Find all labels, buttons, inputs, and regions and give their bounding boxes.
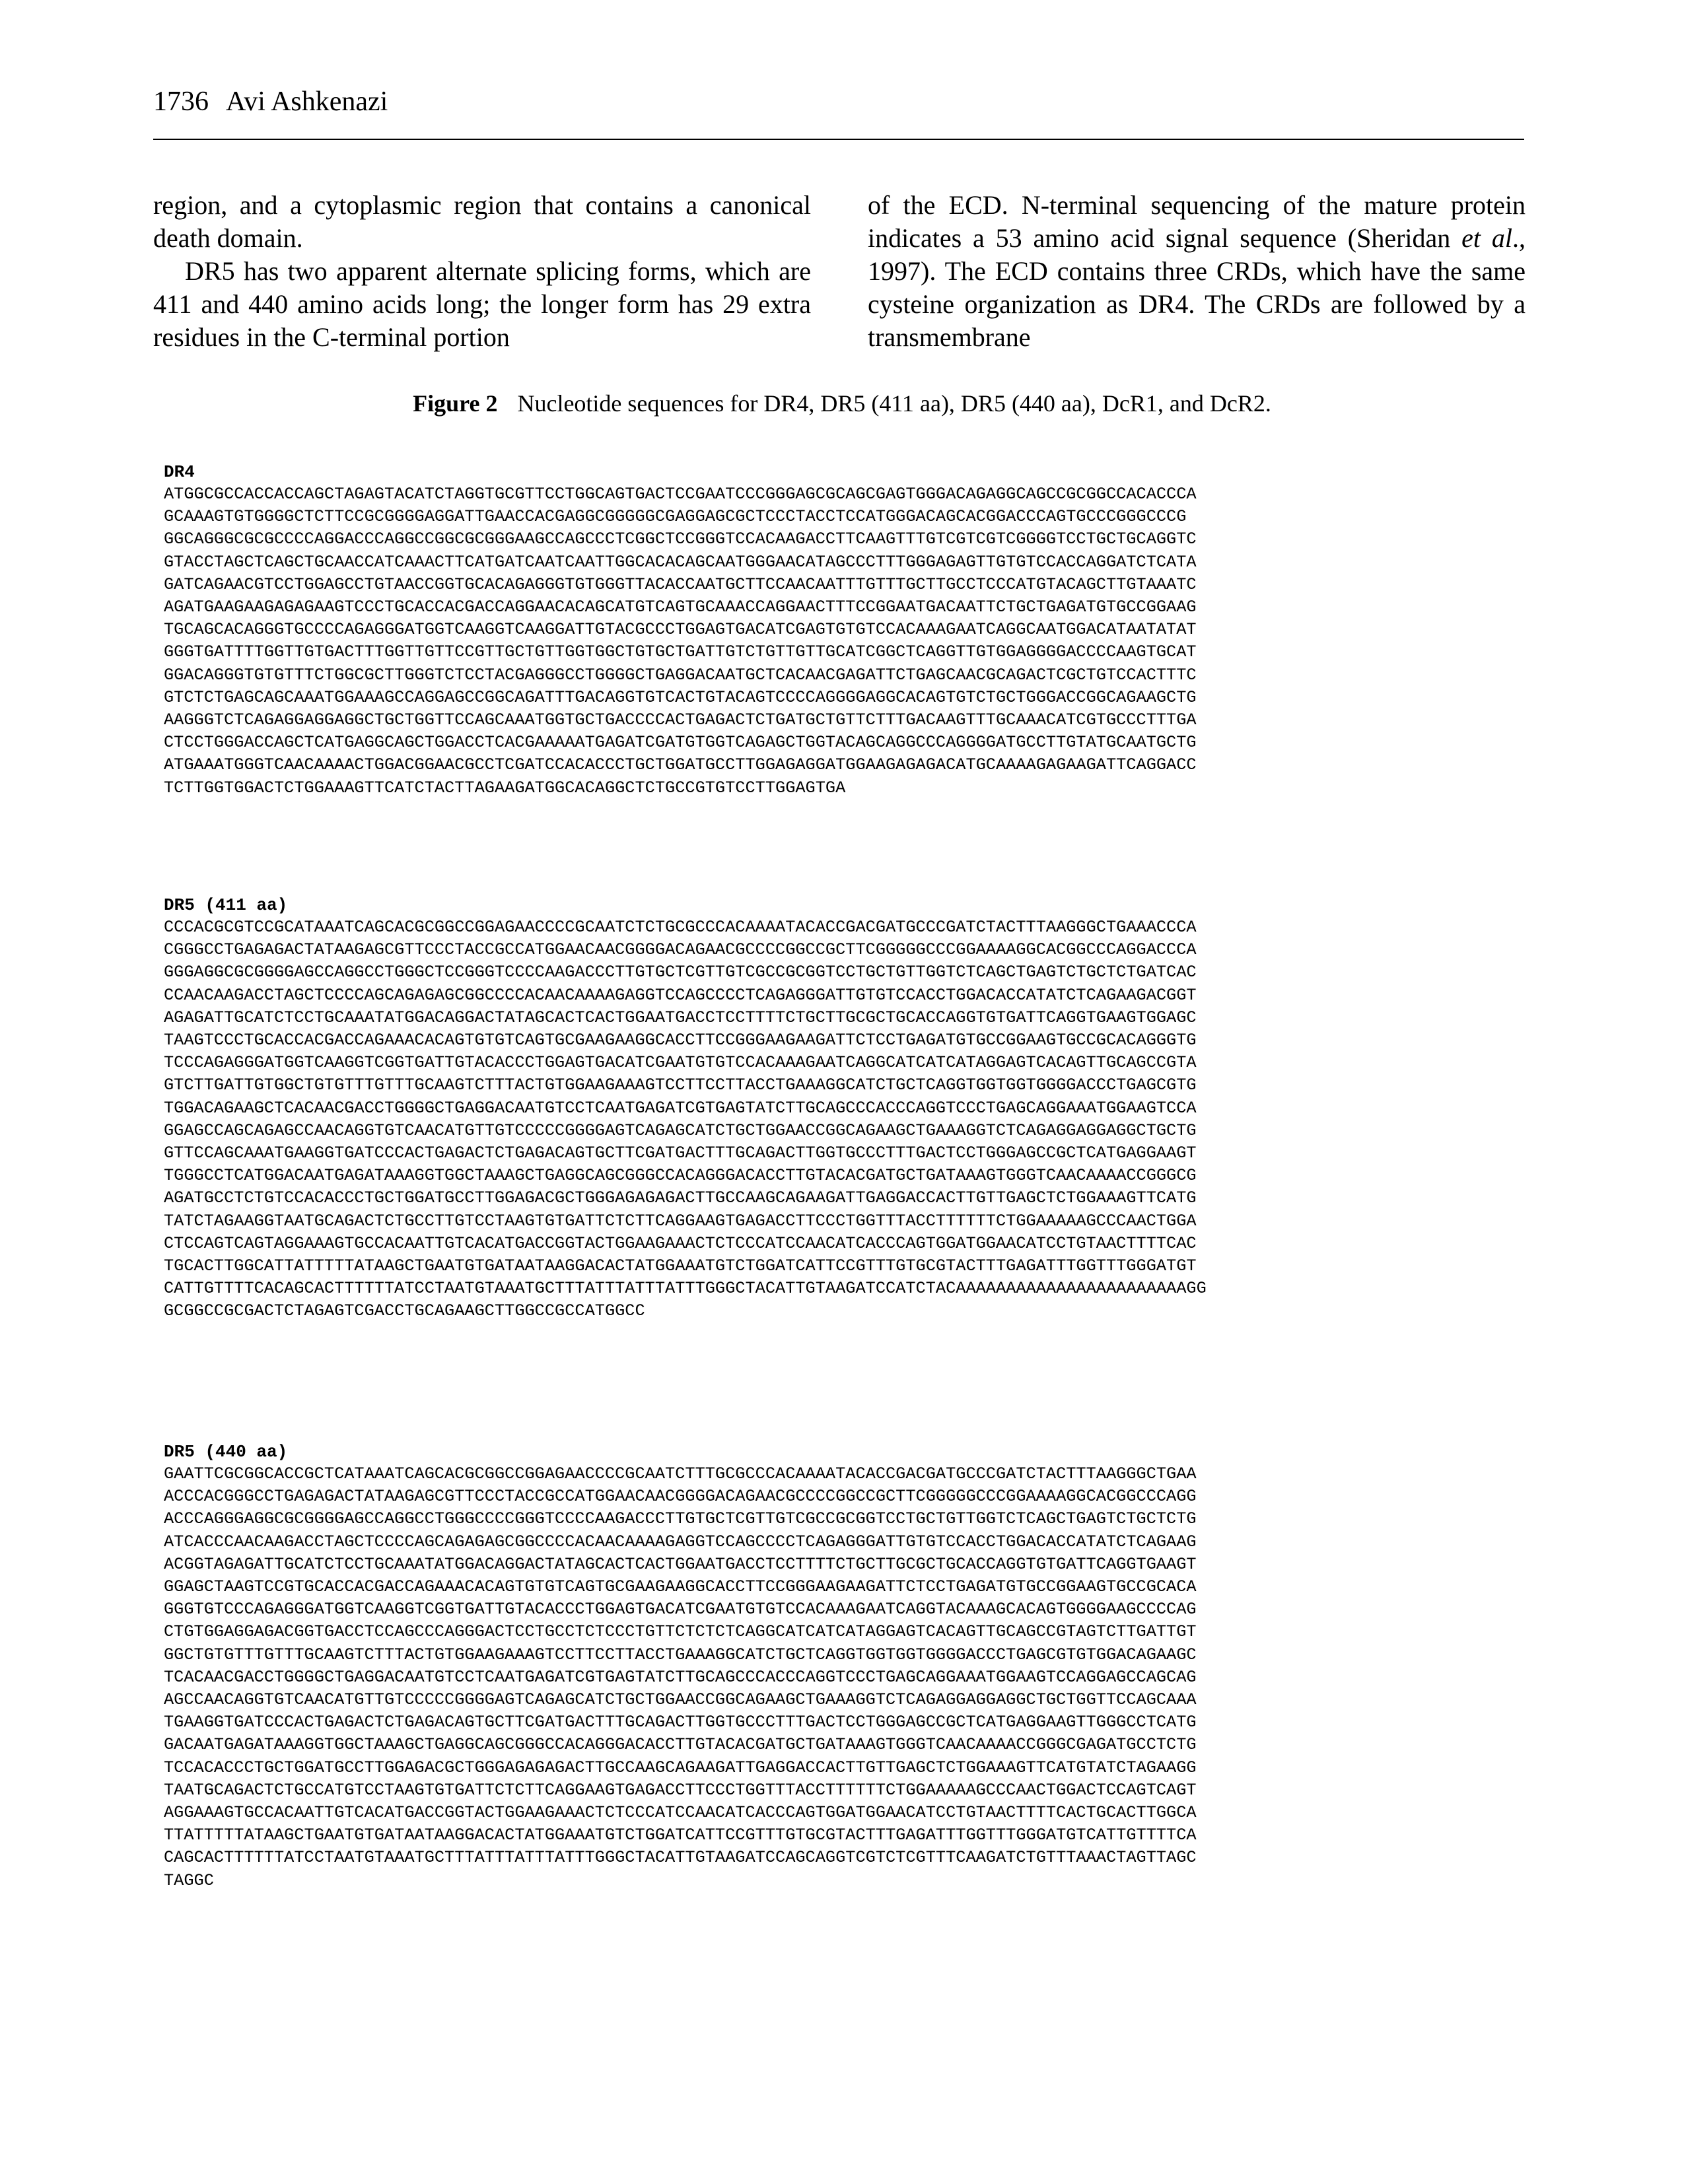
text-run: ., 1997). The ECD contains three CRDs, which have the same cysteine organization as DR4. The CRDs are followed by a transmembrane	[868, 223, 1526, 352]
sequence-line: ATGGCGCCACCACCAGCTAGAGTACATCTAGGTGCGTTCCTGGCAGTGACTCCGAATCCCGGGAGCGCAGCGAGTGGGACAGAGGCAGCCGCGGCCACACCCA	[164, 485, 1197, 504]
sequence-line: AGATGAAGAAGAGAGAAGTCCCTGCACCACGACCAGGAACACAGCATGTCAGTGCAAACCAGGAACTTTCCGGAATGACAATTCTGCTGAGATGTGCCGGAAG	[164, 597, 1197, 617]
sequence-line: CATTGTTTTCACAGCACTTTTTTATCCTAATGTAAATGCTTTATTTATTTATTTGGGCTACATTGTAAGATCCATCTACAAAAAAAAAAAAAAAAAAAAAAAGG	[164, 1279, 1207, 1299]
sequence-line: GACAATGAGATAAAGGTGGCTAAAGCTGAGGCAGCGGGCCACAGGGACACCTTGTACACGATGCTGATAAAGTGGGTCAACAAAACCGGGCGAGATGCCTCTG	[164, 1735, 1197, 1755]
figure-label: Figure 2	[413, 390, 498, 417]
sequence-line: ACCCAGGGAGGCGCGGGGAGCCAGGCCTGGGCCCCGGGTCCCCAAGACCCTTGTGCTCGTTGTCGCCGCGGTCCTGCTGTTGGTCTCAGCTGAGTCTGCTCTG	[164, 1509, 1197, 1529]
sequence-line: CTCCTGGGACCAGCTCATGAGGCAGCTGGACCTCACGAAAAATGAGATCGATGTGGTCAGAGCTGGTACAGCAGGCCCAGGGGATGCCTTGTATGCAATGCTG	[164, 733, 1197, 753]
sequence-line: GTCTTGATTGTGGCTGTGTTTGTTTGCAAGTCTTTACTGTGGAAGAAAGTCCTTCCTTACCTGAAAGGCATCTGCTCAGGTGGTGGTGGGGACCCTGAGCGTG	[164, 1075, 1197, 1095]
sequence-line: GCAAAGTGTGGGGCTCTTCCGCGGGGAGGATTGAACCACGAGGCGGGGGCGAGGAGCGCTCCCTACCTCCATGGGACAGCACGGACCCAGTGCCCGGGCCCG	[164, 507, 1187, 527]
sequence-line: GGCAGGGCGCGCCCCAGGACCCAGGCCGGCGCGGGAAGCCAGCCCTCGGCTCCGGGTCCACAAGACCTTCAAGTTTGTCGTCGTCGGGGTCCTGCTGCAGGTC	[164, 529, 1197, 549]
sequence-line: GAATTCGCGGCACCGCTCATAAATCAGCACGCGGCCGGAGAACCCCGCAATCTTTGCGCCCACAAAATACACCGACGATGCCCGATCTACTTTAAGGGCTGAA	[164, 1464, 1197, 1484]
running-header	[153, 85, 388, 119]
sequence-line: CGGGCCTGAGAGACTATAAGAGCGTTCCCTACCGCCATGGAACAACGGGGACAGAACGCCCCGGCCGCTTCGGGGGCCCGGAAAAGGCACGGCCCAGGACCCA	[164, 940, 1197, 960]
sequence-title: DR5 (440 aa)	[164, 1442, 288, 1462]
sequence-block-dr5-411	[164, 894, 1207, 1323]
sequence-line: TCCCAGAGGGATGGTCAAGGTCGGTGATTGTACACCCTGGAGTGACATCGAATGTGTCCACAAAGAATCAGGCATCATCATAGGAGTCACAGTTGCAGCCGTA	[164, 1053, 1197, 1073]
sequence-title: DR5 (411 aa)	[164, 895, 288, 915]
sequence-block-dr5-440	[164, 1441, 1197, 1892]
sequence-line: TGGACAGAAGCTCACAACGACCTGGGGCTGAGGACAATGTCCTCAATGAGATCGTGAGTATCTTGCAGCCCACCCAGGTCCCTGAGCAGGAAATGGAAGTCCA	[164, 1098, 1197, 1118]
sequence-line: TATCTAGAAGGTAATGCAGACTCTGCCTTGTCCTAAGTGTGATTCTCTTCAGGAAGTGAGACCTTCCCTGGTTTACCTTTTTTCTGGAAAAAGCCCAACTGGA	[164, 1211, 1197, 1231]
paragraph: DR5 has two apparent alternate splicing forms, which are 411 and 440 amino acids long; the longer form has 29 extra residues in the C-terminal portion	[153, 256, 811, 352]
sequence-line: TAATGCAGACTCTGCCATGTCCTAAGTGTGATTCTCTTCAGGAAGTGAGACCTTCCCTGGTTTACCTTTTTTCTGGAAAAAGCCCAACTGGACTCCAGTCAGT	[164, 1780, 1197, 1800]
sequence-line: TGCACTTGGCATTATTTTTATAAGCTGAATGTGATAATAAGGACACTATGGAAATGTCTGGATCATTCCGTTTGTGCGTACTTTGAGATTTGGTTTGGGATGT	[164, 1256, 1197, 1276]
sequence-line: GGCTGTGTTTGTTTGCAAGTCTTTACTGTGGAAGAAAGTCCTTCCTTACCTGAAAGGCATCTGCTCAGGTGGTGGTGGGGACCCTGAGCGTGTGGACAGAAGC	[164, 1645, 1197, 1664]
sequence-lines	[164, 483, 1197, 800]
sequence-line: CTGTGGAGGAGACGGTGACCTCCAGCCCAGGGACTCCTGCCTCTCCCTGTTCTCTCTCAGGCATCATCATAGGAGTCACAGTTGCAGCCGTAGTCTTGATTGT	[164, 1622, 1197, 1642]
sequence-line: TCCACACCCTGCTGGATGCCTTGGAGACGCTGGGAGAGAGACTTGCCAAGCAGAAGATTGAGGACCACTTGTTGAGCTCTGGAAAGTTCATGTATCTAGAAGG	[164, 1757, 1197, 1777]
sequence-block-dr4	[164, 461, 1197, 800]
sequence-line: AGAGATTGCATCTCCTGCAAATATGGACAGGACTATAGCACTCACTGGAATGACCTCCTTTTCTGCTTGCGCTGCACCAGGTGTGATTCAGGTGAAGTGGAGC	[164, 1007, 1197, 1027]
citation-et-al: et al	[1461, 223, 1512, 253]
figure-caption	[0, 388, 1684, 419]
text-run: of the ECD. N-terminal sequencing of the mature protein indicates a 53 amino acid signal sequence (Sheridan	[868, 190, 1526, 253]
sequence-line: GGGTGTCCCAGAGGGATGGTCAAGGTCGGTGATTGTACACCCTGGAGTGACATCGAATGTGTCCACAAAGAATCAGGTACAAAGCACAGTGGGGAAGCCCCAG	[164, 1600, 1197, 1620]
sequence-line: GGAGCTAAGTCCGTGCACCACGACCAGAAACACAGTGTGTCAGTGCGAAGAAGGCACCTTCCGGGAAGAAGATTCTCCTGAGATGTGCCGGAAGTGCCGCACA	[164, 1577, 1197, 1597]
sequence-line: ACGGTAGAGATTGCATCTCCTGCAAATATGGACAGGACTATAGCACTCACTGGAATGACCTCCTTTTCTGCTTGCGCTGCACCAGGTGTGATTCAGGTGAAGT	[164, 1554, 1197, 1574]
sequence-line: TAAGTCCCTGCACCACGACCAGAAACACAGTGTGTCAGTGCGAAGAAGGCACCTTCCGGGAAGAAGATTCTCCTGAGATGTGCCGGAAGTGCCGCACAGGGTG	[164, 1031, 1197, 1050]
sequence-line: ATCACCCAACAAGACCTAGCTCCCCAGCAGAGAGCGGCCCCACAACAAAAGAGGTCCAGCCCCTCAGAGGGATTGTGTCCACCTGGACACCATATCTCAGAAG	[164, 1532, 1197, 1552]
sequence-line: GCGGCCGCGACTCTAGAGTCGACCTGCAGAAGCTTGGCCGCCATGGCC	[164, 1301, 645, 1321]
sequence-line: ATGAAATGGGTCAACAAAACTGGACGGAACGCCTCGATCCACACCCTGCTGGATGCCTTGGAGAGGATGGAAGAGAGACATGCAAAAGAGAAGATTCAGGACC	[164, 755, 1197, 775]
sequence-line: GGGAGGCGCGGGGAGCCAGGCCTGGGCTCCGGGTCCCCAAGACCCTTGTGCTCGTTGTCGCCGCGGTCCTGCTGTTGGTCTCAGCTGAGTCTGCTCTGATCAC	[164, 963, 1197, 982]
paragraph	[868, 189, 1526, 354]
sequence-line: AGATGCCTCTGTCCACACCCTGCTGGATGCCTTGGAGACGCTGGGAGAGAGACTTGCCAAGCAGAAGATTGAGGACCACTTGTTGAGCTCTGGAAAGTTCATG	[164, 1188, 1197, 1208]
sequence-line: GTTCCAGCAAATGAAGGTGATCCCACTGAGACTCTGAGACAGTGCTTCGATGACTTTGCAGACTTGGTGCCCTTTGACTCCTGGGAGCCGCTCATGAGGAAGT	[164, 1143, 1197, 1163]
paragraph: region, and a cytoplasmic region that contains a canonical death domain.	[153, 190, 811, 253]
sequence-line: CTCCAGTCAGTAGGAAAGTGCCACAATTGTCACATGACCGGTACTGGAAGAAACTCTCCCATCCAACATCACCCAGTGGATGGAACATCCTGTAACTTTTCAC	[164, 1233, 1197, 1253]
sequence-line: TCACAACGACCTGGGGCTGAGGACAATGTCCTCAATGAGATCGTGAGTATCTTGCAGCCCACCCAGGTCCCTGAGCAGGAAATGGAAGTCCAGGAGCCAGCAG	[164, 1667, 1197, 1687]
sequence-line: CAGCACTTTTTTATCCTAATGTAAATGCTTTATTTATTTATTTGGGCTACATTGTAAGATCCAGCAGGTCGTCTCGTTTCAAGATCTGTTTAAACTAGTTAGC	[164, 1848, 1197, 1868]
sequence-line: GGACAGGGTGTGTTTCTGGCGCTTGGGTCTCCTACGAGGGCCTGGGGCTGAGGACAATGCTCACAACGAGATTCTGAGCAACGCAGACTCGCTGTCCACTTTC	[164, 665, 1197, 685]
sequence-line: CCCACGCGTCCGCATAAATCAGCACGCGGCCGGAGAACCCCGCAATCTCTGCGCCCACAAAATACACCGACGATGCCCGATCTACTTTAAGGGCTGAAACCCA	[164, 918, 1197, 937]
header-rule	[153, 139, 1524, 140]
running-author: Avi Ashkenazi	[226, 86, 388, 117]
sequence-line: ACCCACGGGCCTGAGAGACTATAAGAGCGTTCCCTACCGCCATGGAACAACGGGGACAGAACGCCCCGGCCGCTTCGGGGGCCCGGAAAAGGCACGGCCCAGG	[164, 1487, 1197, 1507]
sequence-line: TGGGCCTCATGGACAATGAGATAAAGGTGGCTAAAGCTGAGGCAGCGGGCCACAGGGACACCTTGTACACGATGCTGATAAAGTGGGTCAACAAAACCGGGCG	[164, 1166, 1197, 1186]
sequence-lines	[164, 916, 1207, 1323]
sequence-line: TTATTTTTATAAGCTGAATGTGATAATAAGGACACTATGGAAATGTCTGGATCATTCCGTTTGTGCGTACTTTGAGATTTGGTTTGGGATGTCATTGTTTTCA	[164, 1826, 1197, 1845]
sequence-line: GTACCTAGCTCAGCTGCAACCATCAAACTTCATGATCAATCAATTGGCACACAGCAATGGGAACATAGCCCTTTGGGAGAGTTGTGTCCACCAGGATCTCATA	[164, 552, 1197, 572]
sequence-line: AGGAAAGTGCCACAATTGTCACATGACCGGTACTGGAAGAAACTCTCCCATCCAACATCACCCAGTGGATGGAACATCCTGTAACTTTTCACTGCACTTGGCA	[164, 1803, 1197, 1823]
sequence-line: TAGGC	[164, 1870, 214, 1890]
sequence-line: GGAGCCAGCAGAGCCAACAGGTGTCAACATGTTGTCCCCCGGGGAGTCAGAGCATCTGCTGGAACCGGCAGAAGCTGAAAGGTCTCAGAGGAGGAGGCTGCTG	[164, 1120, 1197, 1140]
left-text-column	[153, 189, 811, 354]
sequence-line: GGGTGATTTTGGTTGTGACTTTGGTTGTTCCGTTGCTGTTGGTGGCTGTGCTGATTGTCTGTTGTTGCATCGGCTCAGGTTGTGGAGGGGACCCCAAGTGCAT	[164, 642, 1197, 662]
sequence-title: DR4	[164, 462, 195, 482]
sequence-line: TGAAGGTGATCCCACTGAGACTCTGAGACAGTGCTTCGATGACTTTGCAGACTTGGTGCCCTTTGACTCCTGGGAGCCGCTCATGAGGAAGTTGGGCCTCATG	[164, 1713, 1197, 1732]
sequence-line: TCTTGGTGGACTCTGGAAAGTTCATCTACTTAGAAGATGGCACAGGCTCTGCCGTGTCCTTGGAGTGA	[164, 778, 846, 798]
sequence-line: TGCAGCACAGGGTGCCCCAGAGGGATGGTCAAGGTCAAGGATTGTACGCCCTGGAGTGACATCGAGTGTGTCCACAAAGAATCAGGCAATGGACATAATATAT	[164, 620, 1197, 640]
sequence-line: CCAACAAGACCTAGCTCCCCAGCAGAGAGCGGCCCCACAACAAAAGAGGTCCAGCCCCTCAGAGGGATTGTGTCCACCTGGACACCATATCTCAGAAGACGGT	[164, 985, 1197, 1005]
sequence-line: GATCAGAACGTCCTGGAGCCTGTAACCGGTGCACAGAGGGTGTGGGTTACACCAATGCTTCCAACAATTTGTTTGCTTGCCTCCCATGTACAGCTTGTAAATC	[164, 574, 1197, 594]
page-number: 1736	[153, 86, 209, 117]
sequence-lines	[164, 1463, 1197, 1892]
sequence-line: AAGGGTCTCAGAGGAGGAGGCTGCTGGTTCCAGCAAATGGTGCTGACCCCACTGAGACTCTGATGCTGTTCTTTGACAAGTTTGCAAACATCGTGCCCTTTGA	[164, 710, 1197, 730]
sequence-line: AGCCAACAGGTGTCAACATGTTGTCCCCCGGGGAGTCAGAGCATCTGCTGGAACCGGCAGAAGCTGAAAGGTCTCAGAGGAGGAGGCTGCTGGTTCCAGCAAA	[164, 1690, 1197, 1710]
figure-caption-text: Nucleotide sequences for DR4, DR5 (411 aa), DR5 (440 aa), DcR1, and DcR2.	[517, 390, 1271, 417]
sequence-line: GTCTCTGAGCAGCAAATGGAAAGCCAGGAGCCGGCAGATTTGACAGGTGTCACTGTACAGTCCCCAGGGGAGGCACAGTGTCTGCTGGGACCGGCAGAAGCTG	[164, 687, 1197, 707]
right-text-column	[868, 189, 1526, 354]
